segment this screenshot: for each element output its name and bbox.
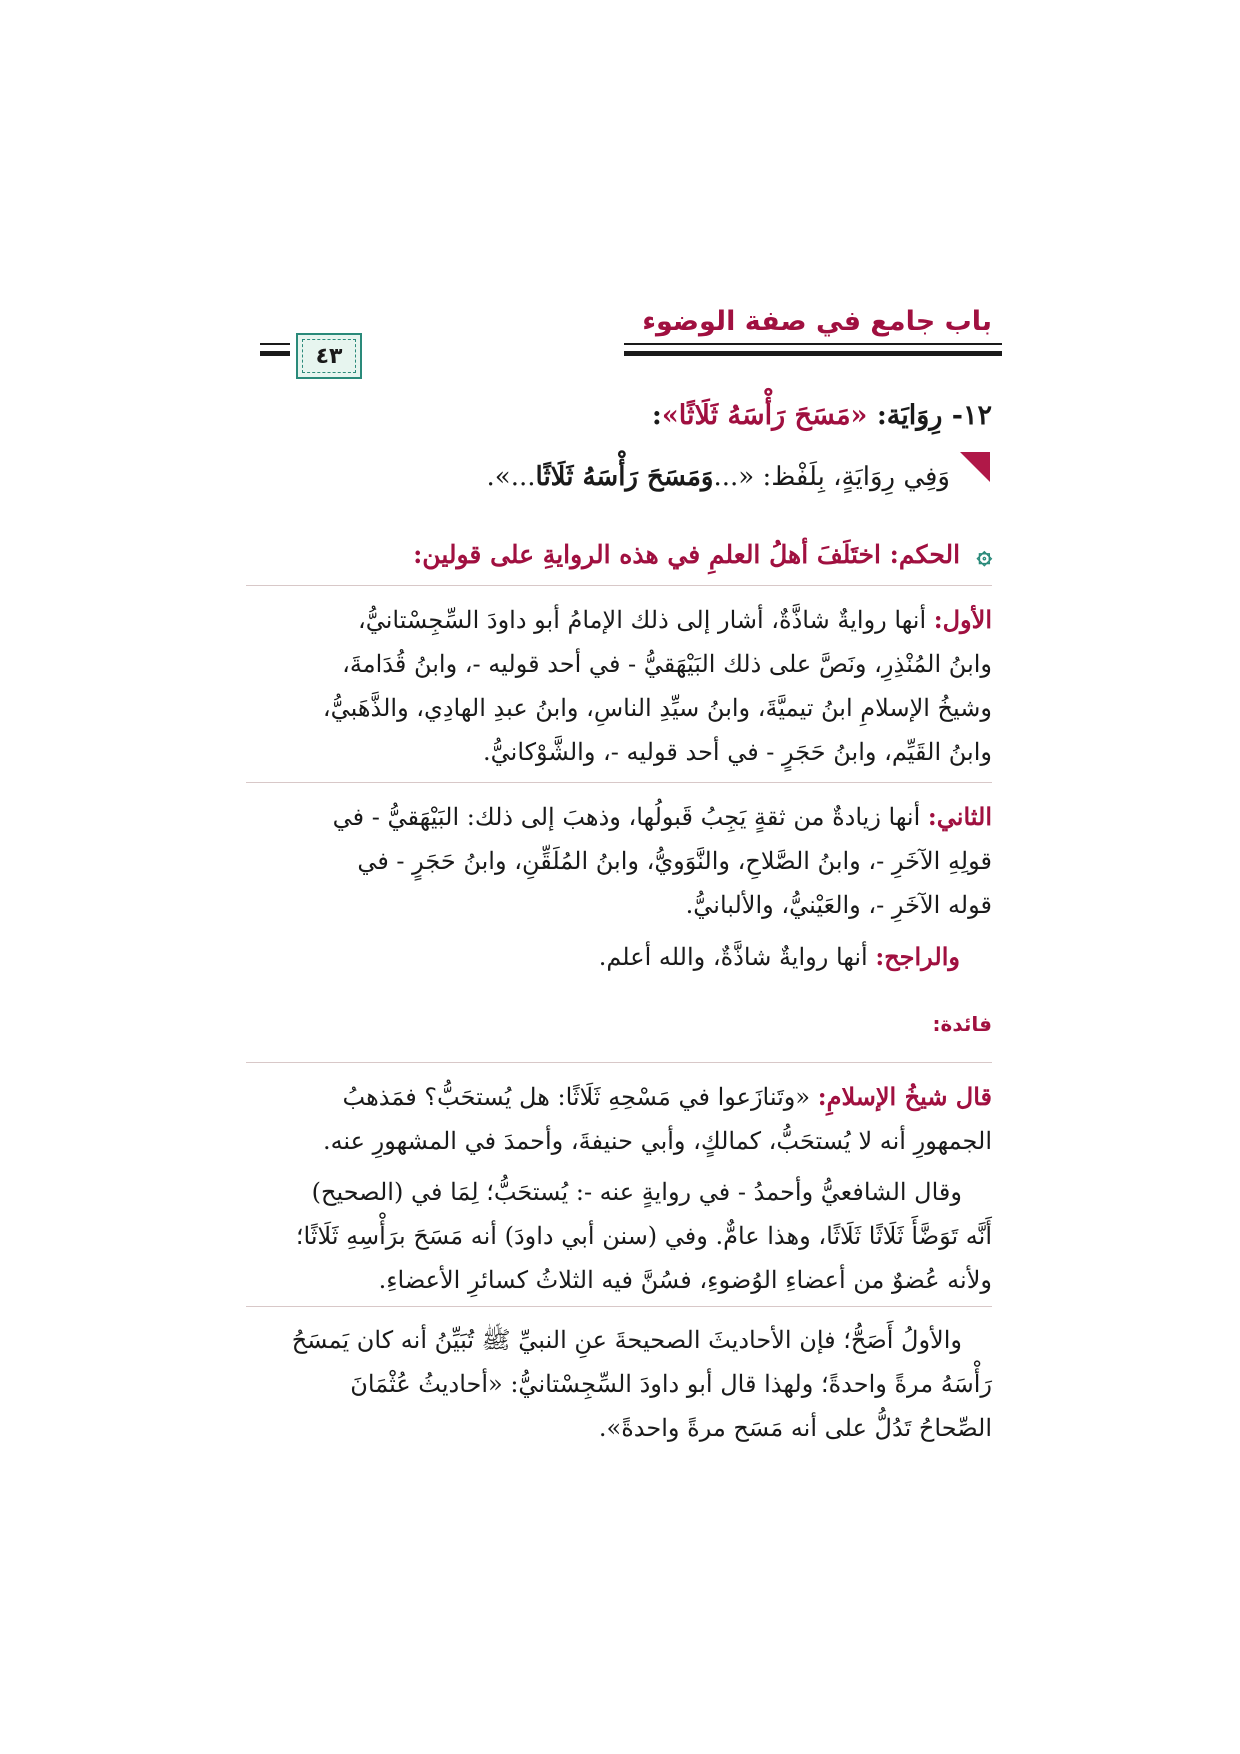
chapter-title: باب جامع في صفة الوضوء: [642, 306, 992, 337]
header-rule-left: [260, 343, 290, 345]
page-number-badge: [296, 333, 362, 379]
divider: [246, 1062, 992, 1063]
first-opinion: [246, 598, 992, 774]
paragraph-line: الجمهورِ أنه لا يُستحَبُّ، كمالكٍ، وأبي حنيفةَ، وأحمدَ في المشهورِ عنه.: [322, 1127, 992, 1155]
second-opinion-line: أنها زيادةٌ من ثقةٍ يَجِبُ قَبولُها، وذهبَ إلى ذلك: البَيْهَقيُّ - في: [332, 803, 921, 831]
quote-prefix: وَفِي رِوَايَةٍ، بِلَفْظ: «...: [713, 462, 950, 492]
narration-quote: [487, 462, 950, 492]
text-line: [246, 1075, 992, 1119]
first-opinion-label: الأول:: [933, 605, 992, 634]
paragraph-line: ولأنه عُضوٌ من أعضاءِ الوُضوءِ، فسُنَّ فيه الثلاثُ كسائرِ الأعضاءِ.: [378, 1266, 992, 1294]
conclusion-paragraph: [246, 1318, 992, 1450]
text-line: [246, 598, 992, 642]
second-opinion-line: قوله الآخَرِ -، والعَيْنيُّ، والألبانيُّ.: [685, 891, 992, 919]
paragraph-line: رَأْسَهُ مرةً واحدةً؛ ولهذا قال أبو داودَ السِّجِسْتانيُّ: «أحاديثُ عُثْمَانَ: [350, 1370, 992, 1398]
paragraph-line: أَنَّه تَوَضَّأَ ثَلَاثًا ثَلَاثًا، وهذا عامٌّ. وفي (سنن أبي داودَ) أنه مَسَحَ برَأْسِهِ ثَلَاثًا؛: [295, 1222, 992, 1250]
header-rule: [624, 351, 1002, 356]
first-opinion-line: وابنُ المُنْذِرِ، ونَصَّ على ذلك البَيْهَقيُّ - في أحد قوليه -، وابنُ قُدَامةَ،: [342, 650, 992, 678]
text-line: [246, 935, 960, 979]
preferred-label: والراجح:: [875, 942, 960, 971]
paragraph-line: والأولُ أَصَحُّ؛ فإن الأحاديثَ الصحيحةَ عنِ النبيِّ ﷺ تُبَيِّنُ أنه كان يَمسَحُ: [291, 1326, 962, 1354]
first-opinion-line: وابنُ القَيِّم، وابنُ حَجَرٍ - في أحد قوليه -، والشَّوْكانيُّ.: [483, 738, 992, 766]
ruling-label: الحكم:: [889, 540, 961, 569]
second-opinion: [246, 795, 992, 927]
section-heading-suffix: :: [651, 400, 662, 431]
first-opinion-line: وشيخُ الإسلامِ ابنُ تيميَّةَ، وابنُ سيِّدِ الناسِ، وابنُ عبدِ الهادِي، والذَّهَبيُّ،: [322, 694, 992, 722]
section-heading: [652, 400, 992, 431]
section-heading-prefix: ١٢- رِوَايَة:: [876, 400, 992, 431]
paragraph-line: وقال الشافعيُّ وأحمدُ - في روايةٍ عنه -: يُستحَبُّ؛ لِمَا في (الصحيح): [311, 1178, 962, 1206]
paragraph-line: الصِّحاحُ تَدُلُّ على أنه مَسَح مرةً واحدةً».: [598, 1414, 992, 1442]
page-number: ٤٣: [315, 343, 343, 369]
shaykh-label: قال شيخُ الإسلامِ:: [817, 1082, 992, 1111]
first-opinion-line: أنها روايةٌ شاذَّةٌ، أشار إلى ذلك الإمامُ أبو داودَ السِّجِسْتانيُّ،: [357, 606, 927, 634]
paragraph-line: «وتَنازَعوا في مَسْحِهِ ثَلَاثًا: هل يُستحَبُّ؟ فمَذهبُ: [342, 1083, 811, 1111]
benefit-label: فائدة:: [932, 1012, 992, 1036]
corner-ornament: [960, 452, 990, 482]
shafii-paragraph: [246, 1170, 992, 1302]
header-rule-left: [260, 351, 290, 356]
quote-suffix: ...».: [486, 462, 536, 492]
section-heading-quote: «مَسَحَ رَأْسَهُ ثَلَاثًا»: [661, 400, 868, 431]
text-line: [246, 795, 992, 839]
second-opinion-line: قولِهِ الآخَرِ -، وابنُ الصَّلاحِ، والنَّوَويُّ، وابنُ المُلَقِّنِ، وابنُ حَجَرٍ - في: [357, 847, 992, 875]
preferred-text: أنها روايةٌ شاذَّةٌ، والله أعلم.: [598, 943, 868, 971]
header-rule: [624, 343, 1002, 345]
shaykh-quote-paragraph: [246, 1075, 992, 1163]
ruling-text: اختَلَفَ أهلُ العلمِ في هذه الروايةِ على قولين:: [413, 540, 881, 569]
ruling-line: [413, 540, 992, 570]
quote-bold: وَمَسَحَ رَأْسَهُ ثَلَاثًا: [535, 462, 714, 492]
second-opinion-label: الثاني:: [927, 802, 992, 831]
divider: [246, 782, 992, 783]
divider: [246, 585, 992, 586]
divider: [246, 1306, 992, 1307]
flower-icon: ۞: [976, 540, 992, 570]
preferred-opinion: [246, 935, 960, 979]
